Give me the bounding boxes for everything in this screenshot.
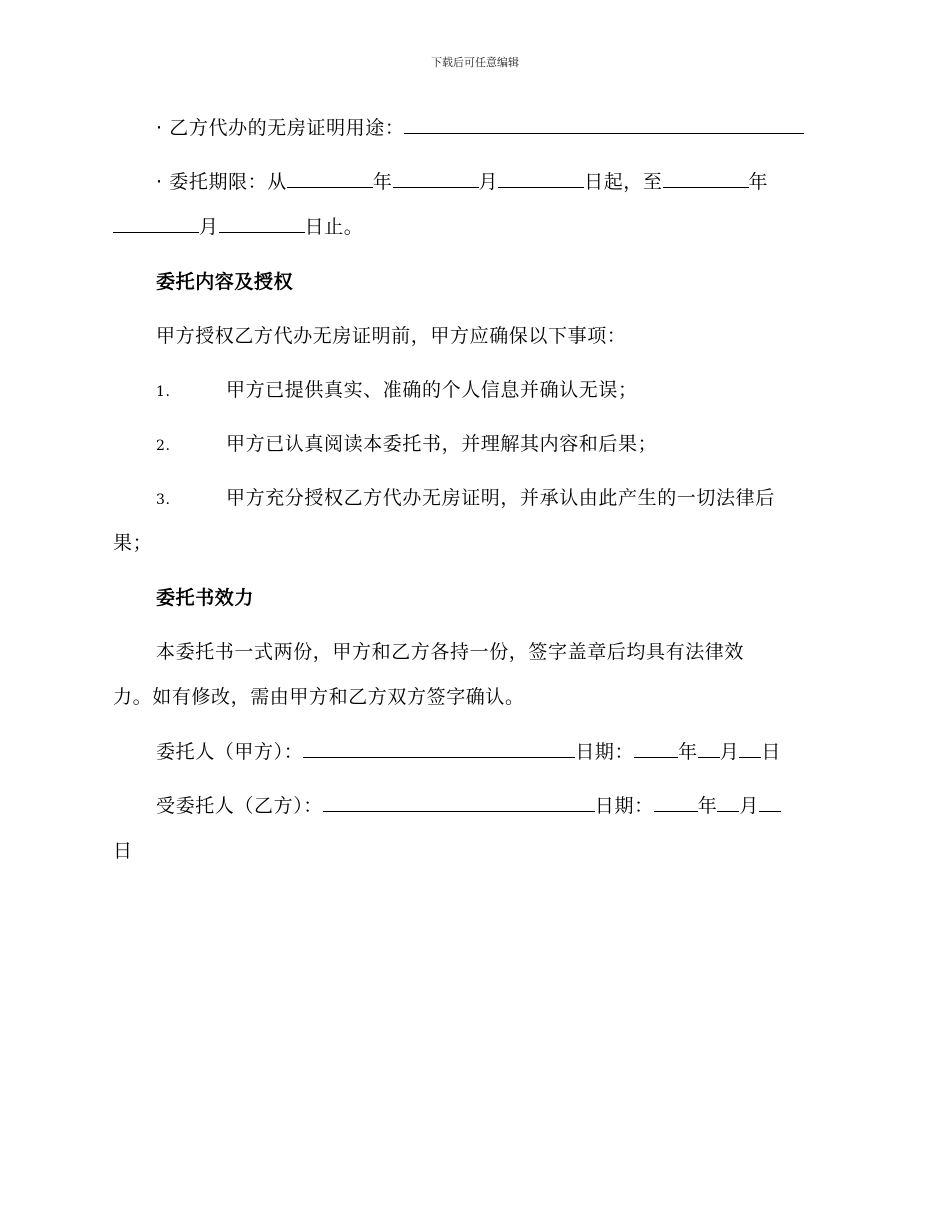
list-item-text: 果； bbox=[113, 532, 153, 554]
period-line-continued bbox=[113, 205, 833, 250]
list-item-continued bbox=[113, 521, 833, 566]
day-unit: 日 bbox=[113, 840, 133, 862]
principal-signature-line bbox=[113, 730, 833, 775]
intro-text: 甲方授权乙方代办无房证明前，甲方应确保以下事项： bbox=[156, 325, 627, 347]
agent-signature-line-continued bbox=[113, 829, 833, 874]
period-start-month-unit: 月 bbox=[478, 171, 499, 193]
section-heading-validity bbox=[113, 576, 833, 621]
year-unit: 年 bbox=[678, 741, 698, 763]
principal-date-day-blank[interactable] bbox=[739, 739, 761, 758]
authorization-intro bbox=[113, 314, 833, 359]
validity-text: 本委托书一式两份，甲方和乙方各持一份，签字盖章后均具有法律效 bbox=[156, 641, 745, 663]
agent-signature-blank[interactable] bbox=[323, 793, 595, 812]
period-line bbox=[113, 160, 833, 205]
agent-date-month-blank[interactable] bbox=[717, 793, 739, 812]
period-end-day-unit: 日止。 bbox=[304, 216, 364, 238]
period-end-day-blank[interactable] bbox=[219, 214, 305, 233]
year-unit: 年 bbox=[697, 795, 718, 817]
principal-signature-blank[interactable] bbox=[303, 739, 575, 758]
list-item bbox=[113, 422, 833, 469]
period-label: · 委托期限：从 bbox=[156, 171, 287, 193]
agent-date-year-blank[interactable] bbox=[654, 793, 698, 812]
principal-label: 委托人（甲方）： bbox=[156, 741, 304, 763]
date-label: 日期： bbox=[575, 741, 635, 763]
list-item-text: 甲方已提供真实、准确的个人信息并确认无误； bbox=[226, 379, 638, 401]
day-unit: 日 bbox=[761, 741, 781, 763]
list-item-number: 1. bbox=[156, 384, 171, 400]
agent-label: 受委托人（乙方）： bbox=[156, 795, 323, 817]
principal-date-month-blank[interactable] bbox=[698, 739, 720, 758]
heading-text: 委托内容及授权 bbox=[156, 271, 294, 293]
list-item bbox=[113, 476, 833, 523]
period-start-year-blank[interactable] bbox=[287, 169, 373, 188]
period-end-month-blank[interactable] bbox=[113, 214, 199, 233]
period-end-month-unit: 月 bbox=[199, 216, 219, 238]
month-unit: 月 bbox=[719, 741, 740, 763]
purpose-line bbox=[113, 106, 833, 151]
period-end-year-unit: 年 bbox=[748, 171, 769, 193]
heading-text: 委托书效力 bbox=[156, 587, 255, 609]
principal-date-year-blank[interactable] bbox=[634, 739, 678, 758]
list-item-number: 3. bbox=[156, 492, 171, 508]
month-unit: 月 bbox=[739, 795, 759, 817]
period-end-year-blank[interactable] bbox=[663, 169, 749, 188]
list-item-text: 甲方充分授权乙方代办无房证明，并承认由此产生的一切法律后 bbox=[226, 487, 775, 509]
date-label: 日期： bbox=[594, 795, 654, 817]
validity-body-continued bbox=[113, 675, 833, 720]
period-start-year-unit: 年 bbox=[372, 171, 393, 193]
list-item-number: 2. bbox=[156, 438, 171, 454]
period-start-day-unit: 日起，至 bbox=[584, 171, 663, 193]
page-header: 下载后可任意编辑 bbox=[431, 56, 519, 69]
validity-text: 力。如有修改，需由甲方和乙方双方签字确认。 bbox=[113, 686, 525, 708]
purpose-label: · 乙方代办的无房证明用途： bbox=[156, 117, 405, 139]
list-item-text: 甲方已认真阅读本委托书，并理解其内容和后果； bbox=[226, 433, 658, 455]
purpose-blank[interactable] bbox=[404, 115, 804, 134]
period-start-day-blank[interactable] bbox=[498, 169, 584, 188]
section-heading-authorization bbox=[113, 260, 833, 305]
period-start-month-blank[interactable] bbox=[393, 169, 479, 188]
list-item bbox=[113, 368, 833, 415]
agent-signature-line bbox=[113, 784, 833, 829]
validity-body bbox=[113, 630, 833, 675]
agent-date-day-blank[interactable] bbox=[759, 793, 781, 812]
